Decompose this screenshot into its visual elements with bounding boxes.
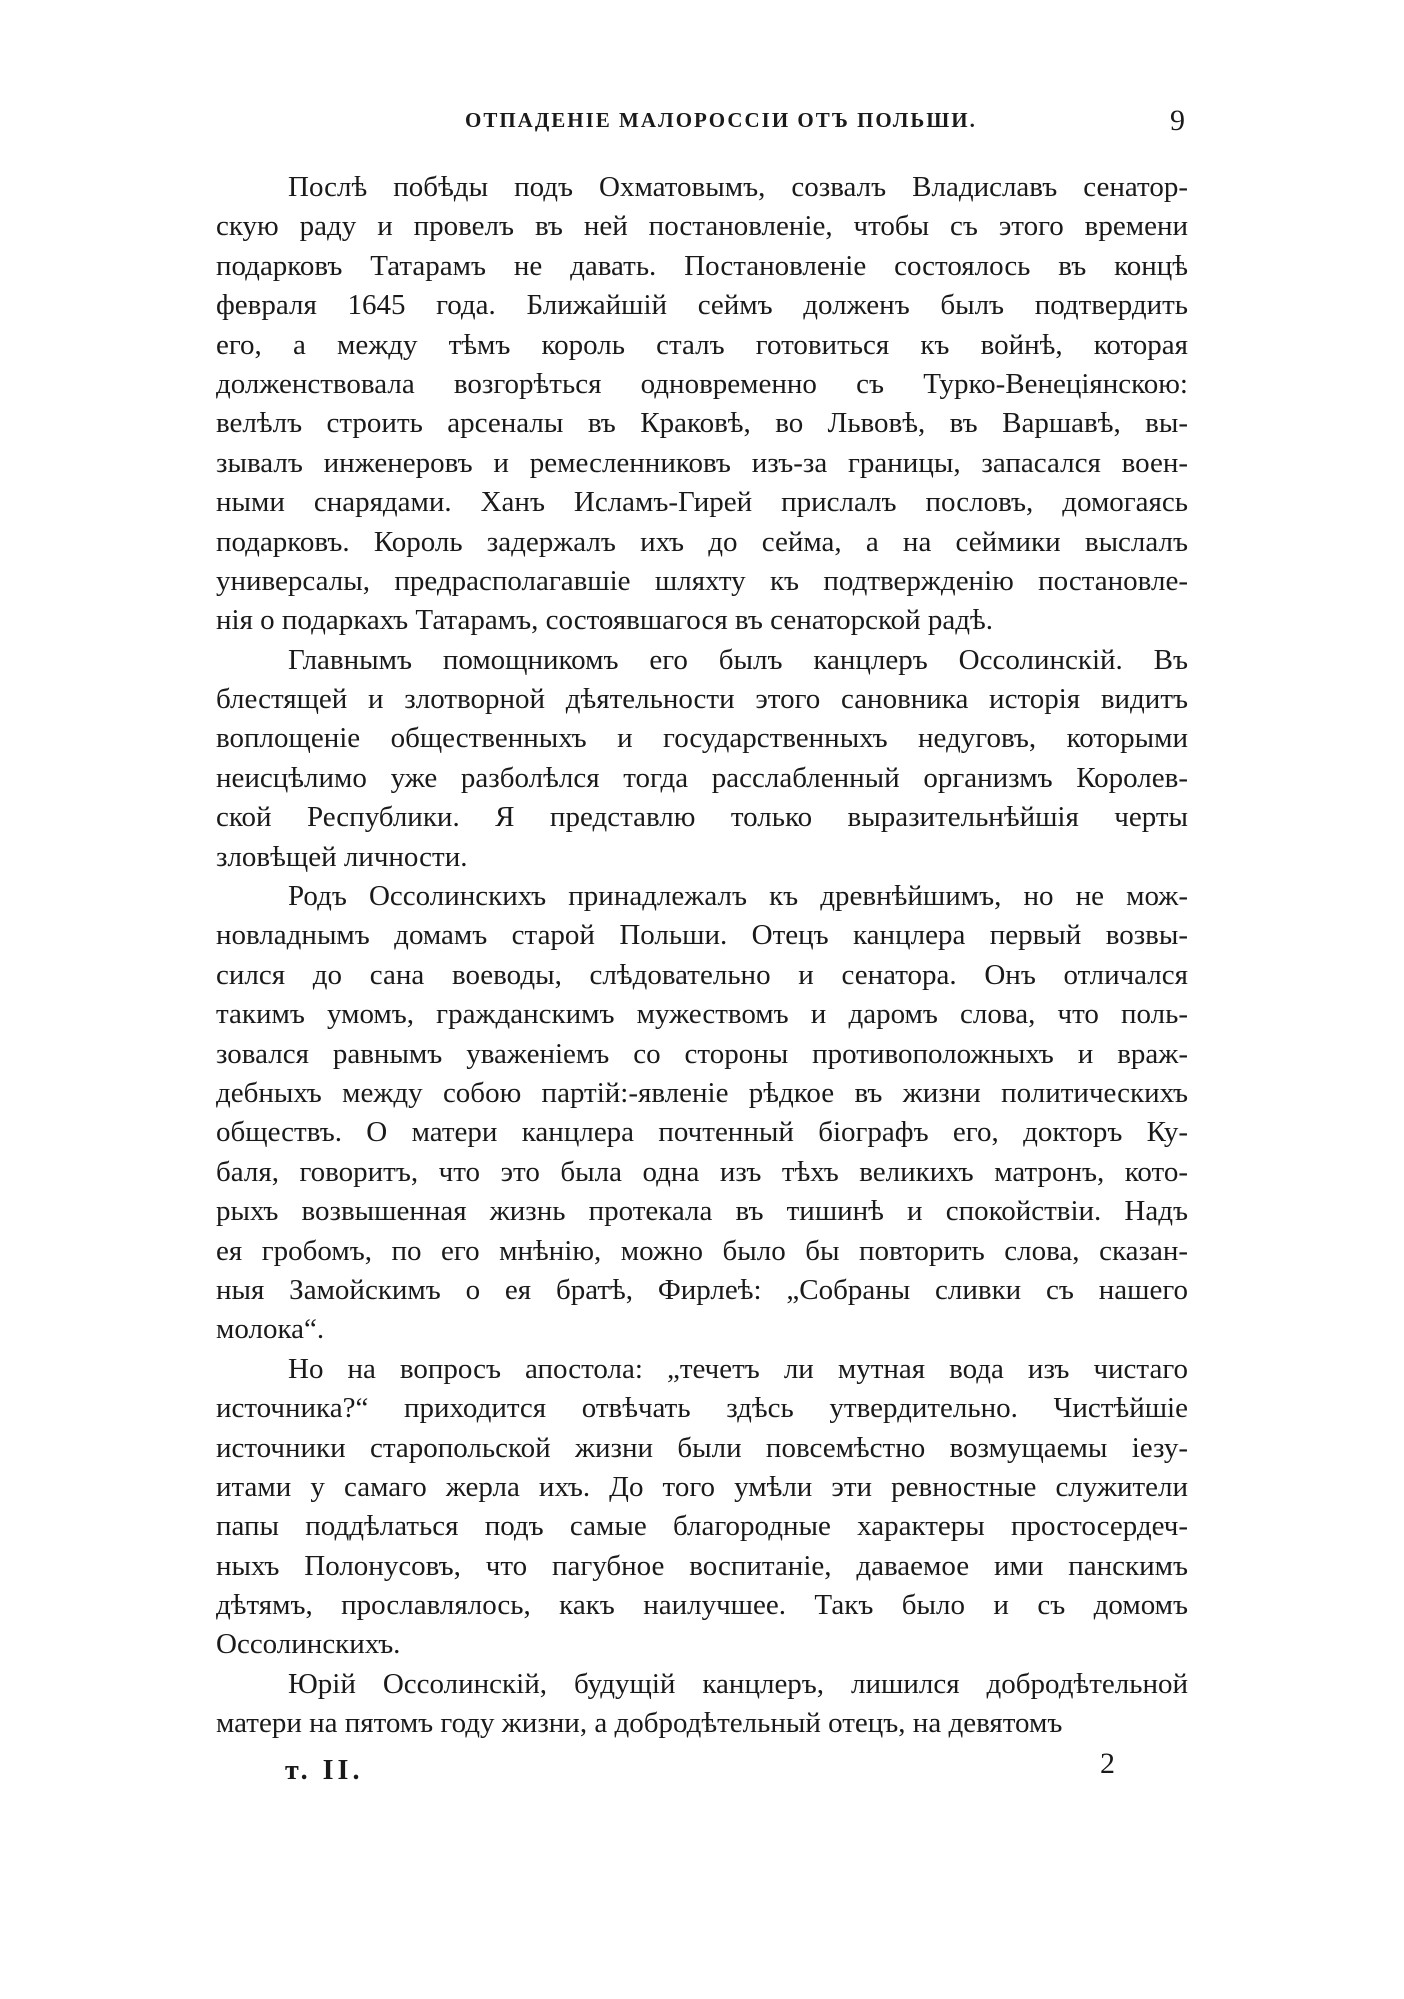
paragraph <box>216 641 1188 877</box>
text-line: Послѣ побѣды подъ Охматовымъ, созвалъ Владиславъ сенатор- <box>288 171 1188 203</box>
text-line: неисцѣлимо уже разболѣлся тогда расслабленный организмъ Королев- <box>216 761 1188 794</box>
text-line: Но на вопросъ апостола: „течетъ ли мутная вода изъ чистаго <box>288 1352 1188 1385</box>
text-line: февраля 1645 года. Ближайшій сеймъ долженъ былъ подтвердить <box>216 289 1188 322</box>
text-line: универсалы, предрасполагавшіе шляхту къ подтвержденію постановле- <box>216 564 1188 597</box>
text-line: обществъ. О матери канцлера почтенный біографъ его, докторъ Ку- <box>216 1116 1188 1149</box>
text-line: дѣтямъ, прославлялось, какъ наилучшее. Такъ было и съ домомъ <box>216 1589 1188 1622</box>
paragraph <box>216 1665 1188 1744</box>
body-text <box>216 168 1188 1744</box>
page-footer <box>285 1747 1115 1795</box>
text-line: ными снарядами. Ханъ Исламъ-Гирей прислалъ пословъ, домогаясь <box>216 486 1188 519</box>
text-line: подарковъ. Король задержалъ ихъ до сейма, а на сеймики выслалъ <box>216 525 1188 558</box>
text-line: Юрій Оссолинскій, будущій канцлеръ, лишился добродѣтельной <box>288 1667 1188 1700</box>
text-line: подарковъ Татарамъ не давать. Постановленіе состоялось въ концѣ <box>216 249 1188 282</box>
text-line: такимъ умомъ, гражданскимъ мужествомъ и даромъ слова, что поль- <box>216 998 1188 1031</box>
text-line: ея гробомъ, по его мнѣнію, можно было бы повторить слова, сказан- <box>216 1234 1188 1267</box>
text-line: папы поддѣлаться подъ самые благородные характеры простосердеч- <box>216 1510 1188 1543</box>
text-line: нія о подаркахъ Татарамъ, состоявшагося въ сенаторской радѣ. <box>216 604 994 637</box>
text-line: ныхъ Полонусовъ, что пагубное воспитаніе, даваемое ими панскимъ <box>216 1549 1188 1582</box>
text-line: его, а между тѣмъ король сталъ готовиться къ войнѣ, которая <box>216 328 1188 361</box>
text-line: зловѣщей личности. <box>216 840 468 873</box>
paragraph <box>216 1350 1188 1665</box>
text-line: блестящей и злотворной дѣятельности этого сановника исторія видитъ <box>216 683 1188 716</box>
paragraph <box>216 877 1188 1350</box>
text-line: молока“. <box>216 1313 325 1346</box>
text-line: велѣлъ строить арсеналы въ Краковѣ, во Львовѣ, въ Варшавѣ, вы- <box>216 407 1188 440</box>
running-head <box>285 104 1215 148</box>
text-line: источника?“ приходится отвѣчать здѣсь утвердительно. Чистѣйшіе <box>216 1392 1188 1425</box>
text-line: долженствовала возгорѣться одновременно съ Турко-Венеціянскою: <box>216 367 1188 400</box>
text-line: баля, говоритъ, что это была одна изъ тѣхъ великихъ матронъ, кото- <box>216 1155 1188 1188</box>
page-number: 9 <box>1170 104 1185 137</box>
text-line: рыхъ возвышенная жизнь протекала въ тишинѣ и спокойствіи. Надъ <box>216 1195 1188 1228</box>
text-line: воплощеніе общественныхъ и государственныхъ недуговъ, которыми <box>216 722 1188 755</box>
text-line: сился до сана воеводы, слѣдовательно и сенатора. Онъ отличался <box>216 958 1188 991</box>
text-line: матери на пятомъ году жизни, а добродѣтельный отецъ, на девятомъ <box>216 1707 1063 1740</box>
text-line: ской Республики. Я представлю только выразительнѣйшія черты <box>216 801 1188 834</box>
text-line: зывалъ инженеровъ и ремесленниковъ изъ-за границы, запасался воен- <box>216 446 1188 479</box>
sheet-number: 2 <box>1100 1747 1115 1780</box>
text-line: новладнымъ домамъ старой Польши. Отецъ канцлера первый возвы- <box>216 919 1188 952</box>
text-line: итами у самаго жерла ихъ. До того умѣли эти ревностные служители <box>216 1470 1188 1503</box>
volume-signature: т. II. <box>285 1755 364 1786</box>
text-line: Родъ Оссолинскихъ принадлежалъ къ древнѣйшимъ, но не мож- <box>288 880 1188 913</box>
text-line: зовался равнымъ уваженіемъ со стороны противоположныхъ и враж- <box>216 1037 1188 1070</box>
running-title: ОТПАДЕНІЕ МАЛОРОССІИ ОТЪ ПОЛЬШИ. <box>465 108 977 132</box>
text-line: Главнымъ помощникомъ его былъ канцлеръ Оссолинскій. Въ <box>288 643 1188 676</box>
paragraph <box>216 168 1188 641</box>
text-line: Оссолинскихъ. <box>216 1628 401 1661</box>
text-line: дебныхъ между собою партій:-явленіе рѣдкое въ жизни политическихъ <box>216 1076 1188 1109</box>
text-line: источники старопольской жизни были повсемѣстно возмущаемы іезу- <box>216 1431 1188 1464</box>
text-line: ныя Замойскимъ о ея братѣ, Фирлеѣ: „Собраны сливки съ нашего <box>216 1273 1188 1306</box>
text-line: скую раду и провелъ въ ней постановленіе, чтобы съ этого времени <box>216 210 1188 243</box>
